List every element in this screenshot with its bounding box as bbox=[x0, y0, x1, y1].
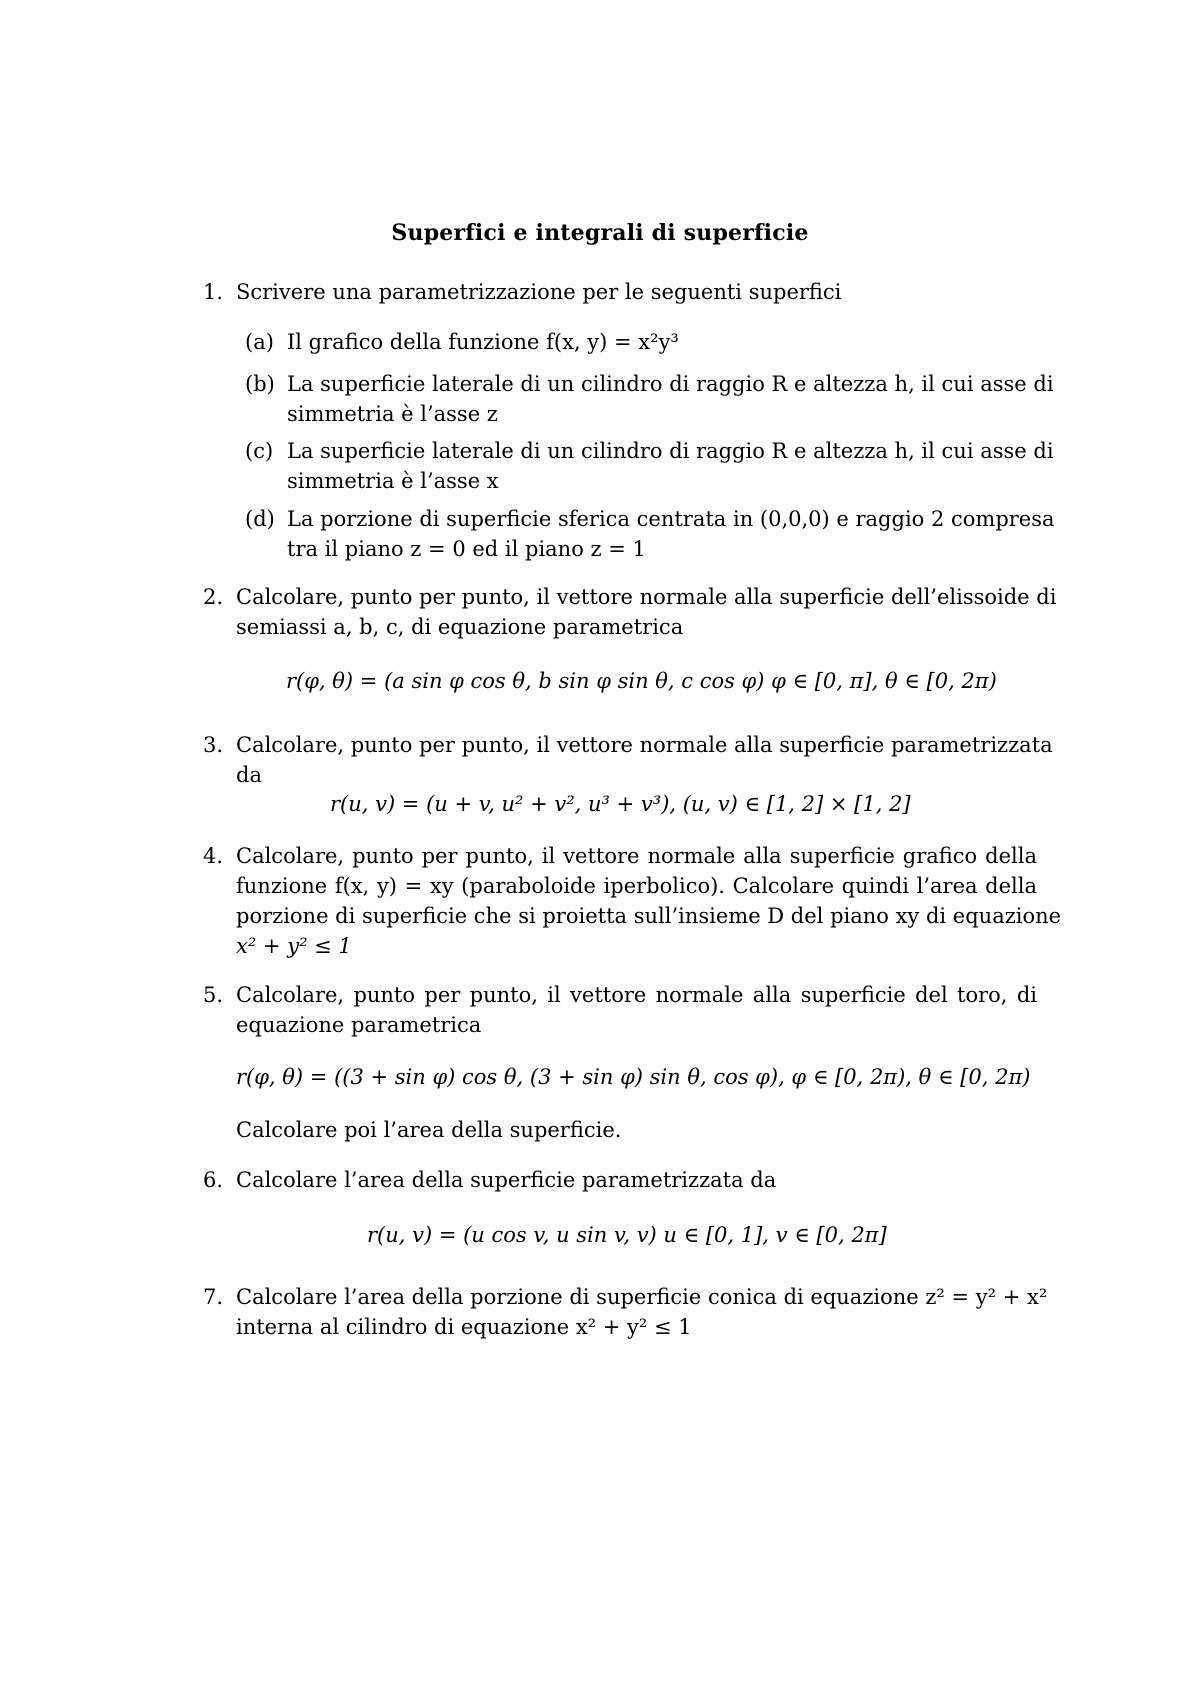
page-title: Superfici e integrali di superficie bbox=[391, 220, 809, 246]
item-1d-line-2: tra il piano z = 0 ed il piano z = 1 bbox=[287, 537, 646, 561]
item-7-line-2: interna al cilindro di equazione x² + y² ≤ 1 bbox=[236, 1315, 692, 1339]
item-2-line-1: Calcolare, punto per punto, il vettore normale alla superficie dell’elissoide di bbox=[236, 585, 1057, 609]
item-3-line-2: da bbox=[236, 763, 262, 787]
item-5-after-text: Calcolare poi l’area della superficie. bbox=[236, 1118, 622, 1142]
item-4-line-1: Calcolare, punto per punto, il vettore normale alla superficie grafico della bbox=[236, 844, 1037, 868]
item-2-equation: r(φ, θ) = (a sin φ cos θ, b sin φ sin θ, c cos φ) φ ∈ [0, π], θ ∈ [0, 2π) bbox=[286, 669, 997, 693]
item-6-number: 6. bbox=[203, 1168, 224, 1192]
item-1c-label: (c) bbox=[245, 439, 274, 463]
item-1d-line-1: La porzione di superficie sferica centrata in (0,0,0) e raggio 2 compresa bbox=[287, 507, 1055, 531]
item-1d-label: (d) bbox=[245, 507, 275, 531]
item-1c-line-2: simmetria è l’asse x bbox=[287, 469, 499, 493]
item-5-number: 5. bbox=[203, 983, 224, 1007]
item-1a-label: (a) bbox=[245, 330, 274, 354]
item-1b-label: (b) bbox=[245, 372, 275, 396]
item-5-equation: r(φ, θ) = ((3 + sin φ) cos θ, (3 + sin φ) sin θ, cos φ), φ ∈ [0, 2π), θ ∈ [0, 2π) bbox=[236, 1065, 1031, 1089]
item-1b-line-2: simmetria è l’asse z bbox=[287, 402, 498, 426]
item-3-equation: r(u, v) = (u + v, u² + v², u³ + v³), (u, v) ∈ [1, 2] × [1, 2] bbox=[330, 792, 911, 816]
item-7-number: 7. bbox=[203, 1285, 224, 1309]
item-3-number: 3. bbox=[203, 733, 224, 757]
item-4-line-3: porzione di superficie che si proietta sull’insieme D del piano xy di equazione bbox=[236, 904, 1062, 928]
item-7-line-1: Calcolare l’area della porzione di superficie conica di equazione z² = y² + x² bbox=[236, 1285, 1048, 1309]
item-6-equation: r(u, v) = (u cos v, u sin v, v) u ∈ [0, 1], v ∈ [0, 2π] bbox=[367, 1223, 887, 1247]
item-2-number: 2. bbox=[203, 585, 224, 609]
item-6-line-1: Calcolare l’area della superficie parametrizzata da bbox=[236, 1168, 777, 1192]
item-4-line-4: x² + y² ≤ 1 bbox=[236, 934, 352, 958]
item-2-line-2: semiassi a, b, c, di equazione parametrica bbox=[236, 615, 684, 639]
item-1c-line-1: La superficie laterale di un cilindro di raggio R e altezza h, il cui asse di bbox=[287, 439, 1054, 463]
item-1a-line-1: Il grafico della funzione f(x, y) = x²y³ bbox=[287, 330, 679, 354]
item-5-line-2: equazione parametrica bbox=[236, 1013, 482, 1037]
item-5-line-1: Calcolare, punto per punto, il vettore normale alla superficie del toro, di bbox=[236, 983, 1037, 1007]
item-1b-line-1: La superficie laterale di un cilindro di raggio R e altezza h, il cui asse di bbox=[287, 372, 1054, 396]
item-3-line-1: Calcolare, punto per punto, il vettore normale alla superficie parametrizzata bbox=[236, 733, 1053, 757]
item-4-line-2: funzione f(x, y) = xy (paraboloide iperbolico). Calcolare quindi l’area della bbox=[236, 874, 1037, 898]
item-1-number: 1. bbox=[203, 280, 224, 304]
item-1-text: Scrivere una parametrizzazione per le seguenti superfici bbox=[236, 280, 842, 304]
item-4-number: 4. bbox=[203, 844, 224, 868]
